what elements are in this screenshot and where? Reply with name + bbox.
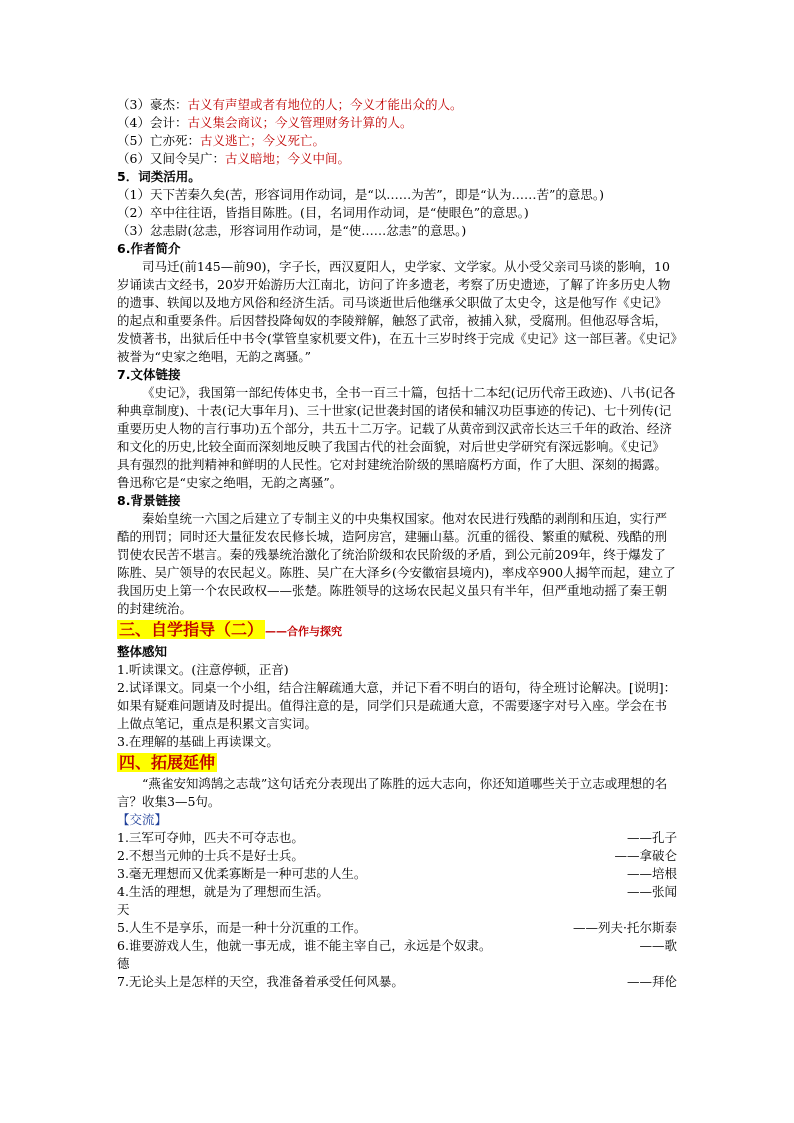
step-item: 2.试译课文。同桌一个小组，结合注解疏通大意，并记下看不明白的语句，待全班讨论解决。[说明]：如果有疑难问题请及时提出。值得注意的是，同学们只是疏通大意，不需要逐字对号入座。学会在书上做点笔记，重点是积累文言实词。 (117, 680, 677, 731)
part4-heading-row (117, 752, 677, 775)
quote-item: 3.毫无理想而又优柔寡断是一种可悲的人生。 ——培根 (117, 866, 677, 881)
usage-item: （1）天下苦秦久矣(苦，形容词用作动词，是“以……为苦”，即是“认为……苦”的意思。) (117, 187, 605, 202)
term-item: （3）豪杰：古义有声望或者有地位的人；今义才能出众的人。 (117, 97, 463, 112)
quote-item: 4.生活的理想，就是为了理想而生活。 ——张闻 (117, 884, 677, 899)
part3-heading-row (117, 619, 677, 643)
quotes-list (117, 829, 677, 991)
part3-subheading: ——合作与探究 (265, 625, 343, 638)
quote-item: 7.无论头上是怎样的天空，我准备着承受任何风暴。 ——拜伦 (117, 974, 677, 989)
step-item: 1.听读课文。(注意停顿，正音) (117, 662, 289, 677)
term-item: （4）会计：古义集会商议；今义管理财务计算的人。 (117, 115, 413, 130)
quote-author-wrap: 天 (117, 902, 130, 917)
section-title-7: 7.文体链接 (117, 367, 181, 382)
term-item: （5）亡亦死：古义逃亡；今义死亡。 (117, 133, 325, 148)
usage-item: （3）忿恚尉(忿恚，形容词用作动词，是“使……忿恚”的意思。) (117, 223, 467, 238)
usage-item: （2）卒中往往语，皆指目陈胜。(目，名词用作动词，是“使眼色”的意思。) (117, 205, 529, 220)
overall-title: 整体感知 (117, 644, 168, 659)
background-paragraph: 秦始皇统一六国之后建立了专制主义的中央集权国家。他对农民进行残酷的剥削和压迫，实行严酷的刑罚；同时还大量征发农民修长城，造阿房宫，建骊山墓。沉重的徭役、繁重的赋税、残酷的刑罚使农民苦不堪言。秦的残暴统治激化了统治阶级和农民阶级的矛盾，到公元前209年，终于爆发了陈胜、吴广领导的农民起义。陈胜、吴广在大泽乡(今安徽宿县境内)，率戍卒900人揭竿而起，建立了我国历史上第一个农民政权——张楚。陈胜领导的这场农民起义虽只有半年，但严重地动摇了秦王朝的封建统治。 (117, 511, 676, 616)
author-intro-paragraph: 司马迁(前145—前90)，字子长，西汉夏阳人，史学家、文学家。从小受父亲司马谈的影响，10岁诵读古文经书，20岁开始游历大江南北，访问了许多遗老，考察了历史遗迹，了解了许多历史人物的遗事、轶闻以及地方风俗和经济生活。司马谈逝世后他继承父职做了太史令，这是他写作《史记》的起点和重要条件。后因替投降匈奴的李陵辩解，触怒了武帝，被捕入狱，受腐刑。但他忍辱含垢，发愤著书，出狱后任中书令(掌管皇家机要文件)，在五十三岁时终于完成《史记》这一部巨著。《史记》被誉为“史家之绝唱，无韵之离骚。” (117, 259, 677, 364)
part4-heading: 四、拓展延伸 (119, 753, 216, 772)
exchange-label: 【交流】 (117, 812, 168, 827)
section-title-6: 6.作者简介 (117, 241, 181, 256)
term-item: （6）又间令吴广：古义暗地；今义中间。 (117, 151, 350, 166)
extension-intro: “燕雀安知鸿鹄之志哉”这句话充分表现出了陈胜的远大志向，你还知道哪些关于立志或理想的名言？收集3—5句。 (117, 776, 668, 809)
section-title-8: 8.背景链接 (117, 493, 181, 508)
genre-paragraph: 《史记》，我国第一部纪传体史书，全书一百三十篇，包括十二本纪(记历代帝王政迹)、八书(记各种典章制度)、十表(记大事年月)、三十世家(记世袭封国的诸侯和辅汉功臣事迹的传记)、七十列传(记重要历史人物的言行事功)五个部分，共五十二万字。记载了从黄帝到汉武帝长达三千年的政治、经济和文化的历史,比较全面而深刻地反映了我国古代的社会面貌，对后世史学研究有深远影响。《史记》具有强烈的批判精神和鲜明的人民性。它对封建统治阶级的黑暗腐朽方面，作了大胆、深刻的揭露。鲁迅称它是“史家之绝唱，无韵之离骚”。 (117, 385, 676, 490)
document-page (117, 96, 677, 991)
quote-item: 6.谁要游戏人生，他就一事无成，谁不能主宰自己，永远是个奴隶。 ——歌 (117, 938, 677, 953)
quote-item: 5.人生不是享乐，而是一种十分沉重的工作。 ——列夫·托尔斯泰 (117, 920, 677, 935)
terms-list (117, 96, 677, 168)
quote-item: 1.三军可夺帅，匹夫不可夺志也。 ——孔子 (117, 830, 677, 845)
part3-heading: 三、自学指导（二） (119, 620, 264, 639)
quote-author-wrap: 德 (117, 956, 130, 971)
section-title-5: 5．词类活用。 (117, 169, 201, 184)
step-item: 3.在理解的基础上再读课文。 (117, 734, 279, 749)
quote-item: 2.不想当元帅的士兵不是好士兵。 ——拿破仑 (117, 848, 677, 863)
